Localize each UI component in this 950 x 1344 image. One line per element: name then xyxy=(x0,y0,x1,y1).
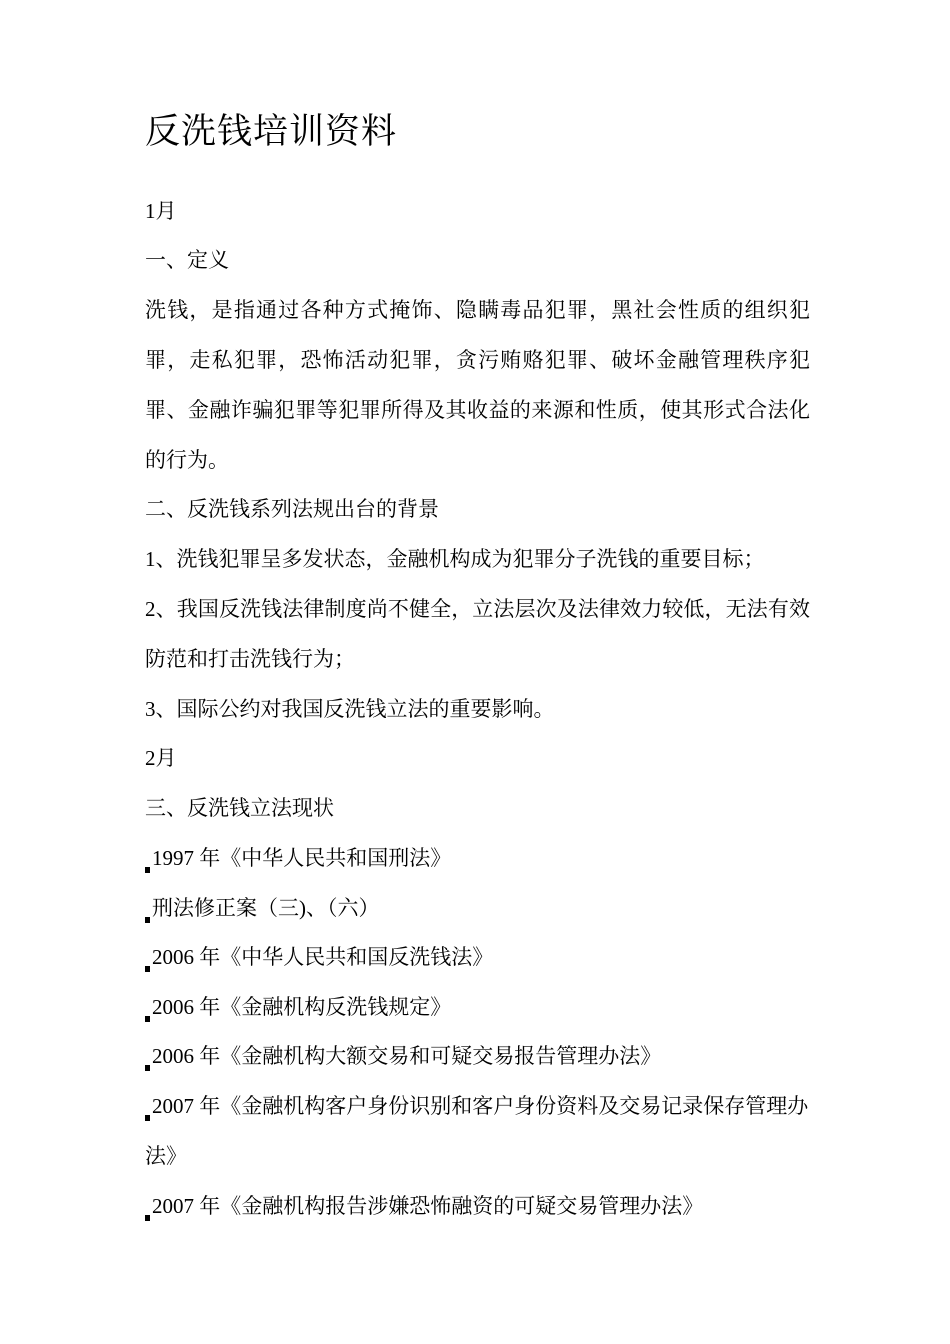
legislation-item xyxy=(145,942,493,972)
month-label-2: 2月 xyxy=(145,746,177,770)
section-heading-definition: 一、定义 xyxy=(145,248,229,272)
legislation-item xyxy=(145,893,380,923)
bullet-icon xyxy=(145,1215,150,1221)
bullet-icon xyxy=(145,867,150,873)
legislation-item-text: 1997 年《中华人民共和国刑法》 xyxy=(152,846,452,870)
legislation-item-text: 2006 年《金融机构反洗钱规定》 xyxy=(152,995,452,1019)
legislation-item-text: 刑法修正案（三)、（六） xyxy=(152,896,380,920)
background-item-2: 2、我国反洗钱法律制度尚不健全，立法层次及法律效力较低，无法有效防范和打击洗钱行为； xyxy=(145,597,810,671)
legislation-item-text: 2006 年《金融机构大额交易和可疑交易报告管理办法》 xyxy=(152,1044,662,1068)
bullet-icon xyxy=(145,1115,150,1121)
legislation-item xyxy=(145,1041,661,1071)
document-title: 反洗钱培训资料 xyxy=(145,112,398,151)
section-heading-background: 二、反洗钱系列法规出台的背景 xyxy=(145,497,439,521)
definition-paragraph: 洗钱，是指通过各种方式掩饰、隐瞒毒品犯罪，黑社会性质的组织犯罪，走私犯罪，恐怖活动犯罪，贪污贿赂犯罪、破坏金融管理秩序犯罪、金融诈骗犯罪等犯罪所得及其收益的来源和性质，使其形式合法化的行为。 xyxy=(145,298,810,472)
bullet-icon xyxy=(145,1065,150,1071)
legislation-item-text: 2007 年《金融机构报告涉嫌恐怖融资的可疑交易管理办法》 xyxy=(152,1194,704,1218)
month-label-1: 1月 xyxy=(145,199,177,223)
legislation-item-text: 2007 年《金融机构客户身份识别和客户身份资料及交易记录保存管理办法》 xyxy=(145,1094,809,1168)
background-item-1: 1、洗钱犯罪呈多发状态，金融机构成为犯罪分子洗钱的重要目标； xyxy=(145,547,765,571)
legislation-item xyxy=(145,1191,703,1221)
bullet-icon xyxy=(145,1016,150,1022)
legislation-item xyxy=(145,843,451,873)
bullet-icon xyxy=(145,966,150,972)
section-heading-legislation: 三、反洗钱立法现状 xyxy=(145,796,334,820)
bullet-icon xyxy=(145,917,150,923)
legislation-item xyxy=(145,992,451,1022)
legislation-item xyxy=(145,1081,810,1181)
legislation-item-text: 2006 年《中华人民共和国反洗钱法》 xyxy=(152,945,494,969)
background-item-3: 3、国际公约对我国反洗钱立法的重要影响。 xyxy=(145,697,555,721)
